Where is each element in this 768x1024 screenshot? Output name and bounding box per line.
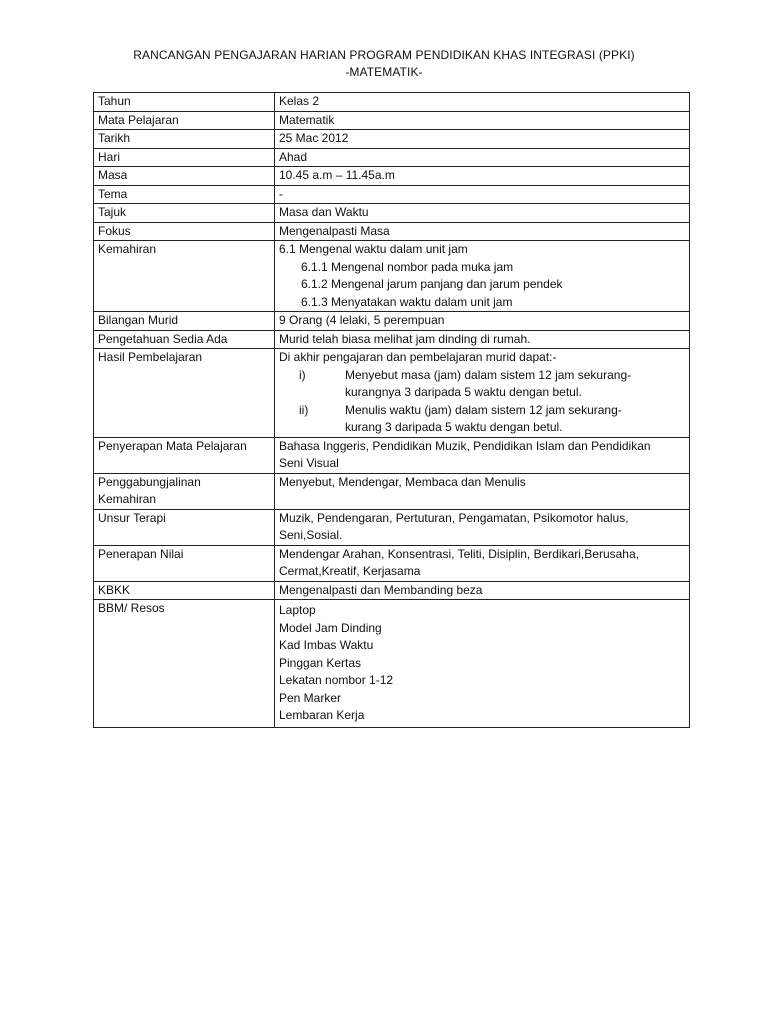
list-item: Kad Imbas Waktu xyxy=(279,638,374,652)
row-label: Mata Pelajaran xyxy=(94,111,275,130)
row-label: Hasil Pembelajaran xyxy=(94,349,275,438)
row-label: Tahun xyxy=(94,93,275,112)
row-label: KBKK xyxy=(94,581,275,600)
table-row xyxy=(94,204,690,223)
skill-main: 6.1 Mengenal waktu dalam unit jam xyxy=(279,242,468,256)
list-item: Pen Marker xyxy=(279,690,342,705)
row-value: Mengenalpasti dan Membanding beza xyxy=(275,581,690,600)
row-label: Pengetahuan Sedia Ada xyxy=(94,330,275,349)
document-title: RANCANGAN PENGAJARAN HARIAN PROGRAM PENDIDIKAN KHAS INTEGRASI (PPKI) xyxy=(133,48,635,62)
list-item xyxy=(279,367,685,402)
row-value xyxy=(275,349,690,438)
table-row xyxy=(94,600,690,728)
row-value-line: Bahasa Inggeris, Pendidikan Muzik, Pendidikan Islam dan Pendidikan xyxy=(279,438,651,453)
row-value xyxy=(275,545,690,581)
table-row xyxy=(94,545,690,581)
row-value: Masa dan Waktu xyxy=(275,204,690,223)
skill-sub-item: 6.1.3 Menyatakan waktu dalam unit jam xyxy=(301,294,513,309)
table-row xyxy=(94,111,690,130)
row-value: 10.45 a.m – 11.45a.m xyxy=(275,167,690,186)
row-label: Tajuk xyxy=(94,204,275,223)
list-item: Lekatan nombor 1-12 xyxy=(279,673,394,687)
row-label: Penerapan Nilai xyxy=(94,545,275,581)
row-value: Mengenalpasti Masa xyxy=(275,222,690,241)
table-row xyxy=(94,222,690,241)
table-row xyxy=(94,185,690,204)
row-label: BBM/ Resos xyxy=(94,600,275,728)
row-label: Fokus xyxy=(94,222,275,241)
table-row xyxy=(94,148,690,167)
row-label: Tarikh xyxy=(94,130,275,149)
outcome-intro: Di akhir pengajaran dan pembelajaran murid dapat:- xyxy=(279,350,557,364)
table-row xyxy=(94,167,690,186)
row-label: Unsur Terapi xyxy=(94,509,275,545)
table-row xyxy=(94,437,690,473)
list-text: kurang 3 daripada 5 waktu dengan betul. xyxy=(345,420,563,434)
row-label xyxy=(94,473,275,509)
row-label: Hari xyxy=(94,148,275,167)
row-value: Kelas 2 xyxy=(275,93,690,112)
table-row xyxy=(94,349,690,438)
row-label: Masa xyxy=(94,167,275,186)
row-value: - xyxy=(275,185,690,204)
list-text: kurangnya 3 daripada 5 waktu dengan betul. xyxy=(345,385,582,399)
row-value xyxy=(275,437,690,473)
row-value-line: Cermat,Kreatif, Kerjasama xyxy=(279,564,421,578)
row-label: Tema xyxy=(94,185,275,204)
row-value xyxy=(275,241,690,312)
list-item: Lembaran Kerja xyxy=(279,708,365,722)
table-row xyxy=(94,330,690,349)
table-row xyxy=(94,581,690,600)
row-value-line: Seni,Sosial. xyxy=(279,528,343,542)
row-label: Bilangan Murid xyxy=(94,312,275,331)
table-row xyxy=(94,130,690,149)
list-item xyxy=(279,402,685,437)
skill-sub-item: 6.1.2 Mengenal jarum panjang dan jarum pendek xyxy=(301,277,563,291)
list-item: Laptop xyxy=(279,603,316,617)
row-label: Penyerapan Mata Pelajaran xyxy=(94,437,275,473)
list-text: Menulis waktu (jam) dalam sistem 12 jam sekurang- xyxy=(345,402,622,417)
table-row xyxy=(94,312,690,331)
row-value: Matematik xyxy=(275,111,690,130)
row-value: Menyebut, Mendengar, Membaca dan Menulis xyxy=(275,473,690,509)
table-row xyxy=(94,241,690,312)
row-label: Kemahiran xyxy=(94,241,275,312)
document-subtitle: -MATEMATIK- xyxy=(345,65,423,79)
row-value: 9 Orang (4 lelaki, 5 perempuan xyxy=(275,312,690,331)
list-item: Pinggan Kertas xyxy=(279,655,362,670)
row-label-line: Kemahiran xyxy=(98,492,157,506)
row-value-line: Mendengar Arahan, Konsentrasi, Teliti, Disiplin, Berdikari,Berusaha, xyxy=(279,546,639,561)
list-text: Menyebut masa (jam) dalam sistem 12 jam sekurang- xyxy=(345,367,632,382)
row-value: Ahad xyxy=(275,148,690,167)
lesson-plan-table xyxy=(93,92,690,728)
list-item: Model Jam Dinding xyxy=(279,620,382,635)
row-value xyxy=(275,600,690,728)
row-value: 25 Mac 2012 xyxy=(275,130,690,149)
table-row xyxy=(94,93,690,112)
table-row xyxy=(94,473,690,509)
row-label-line: Penggabungjalinan xyxy=(98,474,201,489)
row-value: Murid telah biasa melihat jam dinding di rumah. xyxy=(275,330,690,349)
row-value xyxy=(275,509,690,545)
skill-sub-item: 6.1.1 Mengenal nombor pada muka jam xyxy=(301,259,514,274)
row-value-line: Seni Visual xyxy=(279,456,339,470)
row-value-line: Muzik, Pendengaran, Pertuturan, Pengamatan, Psikomotor halus, xyxy=(279,510,629,525)
list-number: ii) xyxy=(299,402,309,417)
table-row xyxy=(94,509,690,545)
list-number: i) xyxy=(299,367,306,382)
